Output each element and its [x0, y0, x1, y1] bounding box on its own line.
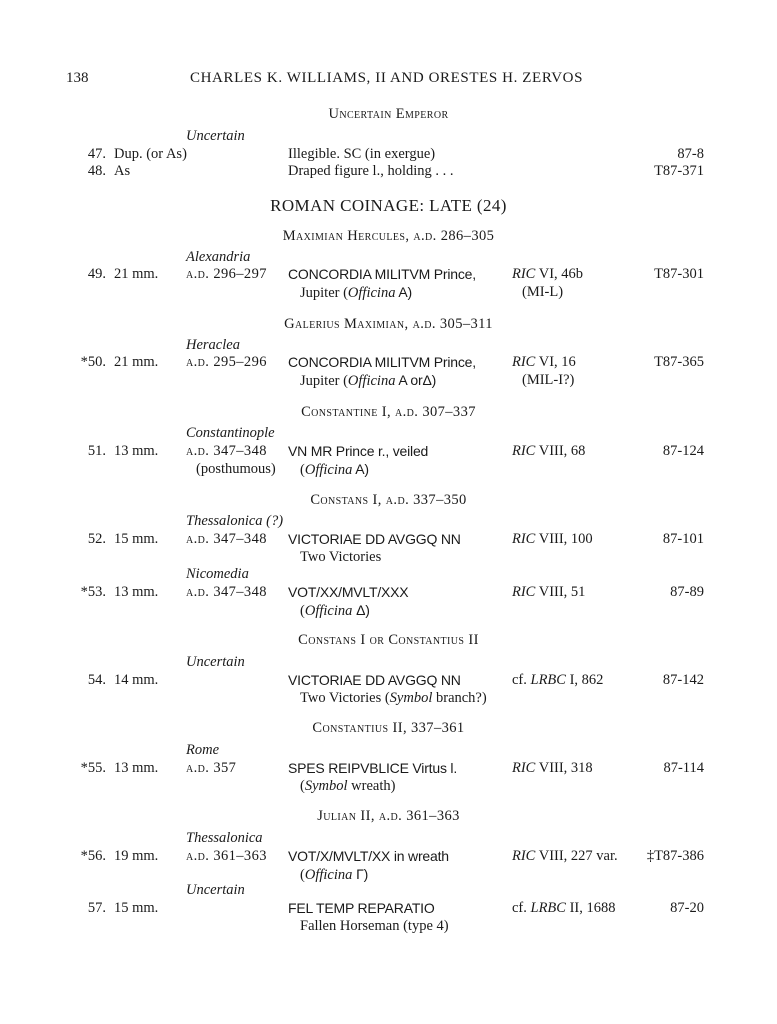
- catalogue-number: 51.: [87, 443, 106, 459]
- catalogue-number: 47.: [87, 146, 106, 162]
- description-line-2: Fallen Horseman (type 4): [300, 918, 449, 934]
- catalogue-number: 54.: [87, 672, 106, 688]
- reference-work: RIC: [512, 443, 536, 459]
- emperor-heading-constantius: Constantius II, 337–361: [312, 720, 465, 736]
- reference-work: LRBC: [530, 672, 566, 688]
- denomination: 21 mm.: [114, 266, 159, 282]
- mint-label: Nicomedia: [186, 566, 249, 582]
- reference-number: VIII, 227 var.: [535, 848, 618, 864]
- reference-line-2: (MI-L): [522, 284, 564, 300]
- description-text: A): [395, 284, 412, 300]
- date: a.d. 347–348: [186, 531, 267, 547]
- catalogue-number: 48.: [87, 163, 106, 179]
- mint-label: Thessalonica (?): [186, 513, 284, 529]
- mint-label: Constantinople: [186, 425, 275, 441]
- description-text: (: [300, 462, 305, 478]
- description-line-2: Two Victories: [300, 549, 382, 565]
- inventory-number: T87-365: [654, 354, 704, 370]
- reference-number: VIII, 318: [535, 760, 593, 776]
- section-title-late-coinage: ROMAN COINAGE: LATE (24): [270, 196, 507, 215]
- mint-label: Alexandria: [186, 249, 251, 265]
- inventory-number: 87-101: [662, 531, 704, 547]
- catalogue-number: *50.: [80, 354, 106, 370]
- emperor-heading-constans: Constans I, a.d. 337–350: [310, 492, 467, 508]
- description-italic: Officina: [304, 867, 353, 883]
- emperor-heading-constantine: Constantine I, a.d. 307–337: [301, 404, 476, 420]
- reference-prefix: cf.: [512, 672, 531, 688]
- description-italic: Officina: [304, 462, 353, 478]
- mint-label: Uncertain: [186, 128, 245, 144]
- description-italic: Officina: [304, 603, 353, 619]
- reference-work: RIC: [512, 584, 536, 600]
- legend-text: VN MR Prince r., veiled: [288, 443, 429, 459]
- inventory-number: T87-301: [654, 266, 704, 282]
- legend: SPES REIPVBLICE Virtus l.: [288, 760, 458, 776]
- reference-number: I, 862: [565, 672, 604, 688]
- inventory-number: T87-371: [654, 163, 704, 179]
- date: a.d. 295–296: [186, 354, 267, 370]
- legend: VOT/XX/MVLT/XXX: [288, 584, 409, 600]
- inventory-number: 87-20: [670, 900, 704, 916]
- mint-label: Thessalonica: [186, 830, 263, 846]
- description-text: Δ): [352, 602, 370, 618]
- reference: [512, 848, 618, 865]
- reference-work: RIC: [512, 354, 536, 370]
- emperor-heading-constans-or-constantius: Constans I or Constantius II: [298, 632, 479, 648]
- catalogue-number: 52.: [87, 531, 106, 547]
- inventory-number: 87-89: [670, 584, 704, 600]
- denomination: As: [114, 163, 131, 179]
- denomination: Dup. (or As): [114, 146, 187, 162]
- denomination: 15 mm.: [114, 900, 159, 916]
- denomination: 19 mm.: [114, 848, 159, 864]
- legend: VICTORIAE DD AVGGQ NN: [288, 531, 461, 547]
- denomination: 13 mm.: [114, 584, 159, 600]
- description-text: A): [352, 461, 369, 477]
- reference: [512, 531, 593, 548]
- mint-label: Rome: [186, 742, 220, 758]
- reference: [512, 354, 576, 371]
- mint-label: Heraclea: [186, 337, 240, 353]
- catalogue-number: *55.: [80, 760, 106, 776]
- reference: [512, 443, 585, 460]
- catalogue-number: *53.: [80, 584, 106, 600]
- reference-number: VIII, 68: [535, 443, 586, 459]
- description-text: (: [300, 778, 305, 794]
- description-text: wreath): [347, 778, 396, 794]
- denomination: 13 mm.: [114, 443, 159, 459]
- description: Draped figure l., holding . . .: [288, 163, 454, 179]
- denomination: 13 mm.: [114, 760, 159, 776]
- date: a.d. 296–297: [186, 266, 267, 282]
- page-number: 138: [66, 70, 89, 86]
- reference: [512, 266, 583, 283]
- denomination: 15 mm.: [114, 531, 159, 547]
- date: a.d. 361–363: [186, 848, 267, 864]
- legend: CONCORDIA MILITVM Prince,: [288, 266, 476, 282]
- emperor-heading-julian: Julian II, a.d. 361–363: [317, 808, 460, 824]
- catalogue-number: 57.: [87, 900, 106, 916]
- reference-number: VIII, 51: [535, 584, 586, 600]
- description-line-2: [300, 866, 368, 884]
- description-text: branch?): [432, 690, 487, 706]
- catalogue-number: 49.: [87, 266, 106, 282]
- date: a.d. 347–348: [186, 443, 267, 459]
- catalogue-number: *56.: [80, 848, 106, 864]
- reference-line-2: (MIL-I?): [522, 372, 575, 388]
- description-text: (: [300, 867, 305, 883]
- legend: [288, 443, 428, 460]
- legend: FEL TEMP REPARATIO: [288, 900, 435, 916]
- reference: [512, 760, 593, 777]
- reference-number: VIII, 100: [535, 531, 593, 547]
- reference-work: RIC: [512, 848, 536, 864]
- reference-number: VI, 16: [535, 354, 576, 370]
- section-heading-uncertain-emperor: Uncertain Emperor: [328, 106, 449, 122]
- description-italic: Officina: [347, 373, 396, 389]
- denomination: 14 mm.: [114, 672, 159, 688]
- description-text: A orΔ): [395, 372, 437, 388]
- running-head: CHARLES K. WILLIAMS, II AND ORESTES H. ZERVOS: [190, 70, 584, 86]
- description-text: Two Victories (: [300, 690, 390, 706]
- description-line-2: [300, 778, 395, 795]
- denomination: 21 mm.: [114, 354, 159, 370]
- date: a.d. 347–348: [186, 584, 267, 600]
- reference: [512, 672, 603, 689]
- description-line-2: [300, 690, 487, 707]
- inventory-number: 87-124: [662, 443, 704, 459]
- description-text: Jupiter (: [300, 373, 348, 389]
- description-italic: Symbol: [304, 778, 348, 794]
- description-italic: Officina: [347, 285, 396, 301]
- reference-work: RIC: [512, 760, 536, 776]
- reference-work: RIC: [512, 531, 536, 547]
- inventory-number: 87-8: [677, 146, 704, 162]
- inventory-number: 87-142: [662, 672, 704, 688]
- emperor-heading-galerius: Galerius Maximian, a.d. 305–311: [284, 316, 493, 332]
- description-line-2: [300, 284, 412, 302]
- reference: [512, 900, 616, 917]
- inventory-number: 87-114: [663, 760, 704, 776]
- legend: VOT/X/MVLT/XX in wreath: [288, 848, 449, 864]
- reference-prefix: cf.: [512, 900, 531, 916]
- date: a.d. 357: [186, 760, 237, 776]
- description-line-2: [300, 602, 370, 620]
- legend: CONCORDIA MILITVM Prince,: [288, 354, 476, 370]
- reference: [512, 584, 585, 601]
- reference-work: RIC: [512, 266, 536, 282]
- description-text: Γ): [352, 866, 369, 882]
- description-text: Jupiter (: [300, 285, 348, 301]
- reference-work: LRBC: [530, 900, 566, 916]
- mint-label: Uncertain: [186, 654, 245, 670]
- inventory-number: ‡T87-386: [646, 848, 704, 864]
- legend: VICTORIAE DD AVGGQ NN: [288, 672, 461, 688]
- description-line-2: [300, 461, 369, 479]
- reference-number: II, 1688: [565, 900, 616, 916]
- emperor-heading-maximian: Maximian Hercules, a.d. 286–305: [282, 228, 495, 244]
- description-text: (: [300, 603, 305, 619]
- description-line-2: [300, 372, 436, 390]
- date-note: (posthumous): [196, 461, 276, 477]
- reference-number: VI, 46b: [535, 266, 584, 282]
- mint-label: Uncertain: [186, 882, 245, 898]
- description-italic: Symbol: [389, 690, 433, 706]
- description: Illegible. SC (in exergue): [288, 146, 436, 162]
